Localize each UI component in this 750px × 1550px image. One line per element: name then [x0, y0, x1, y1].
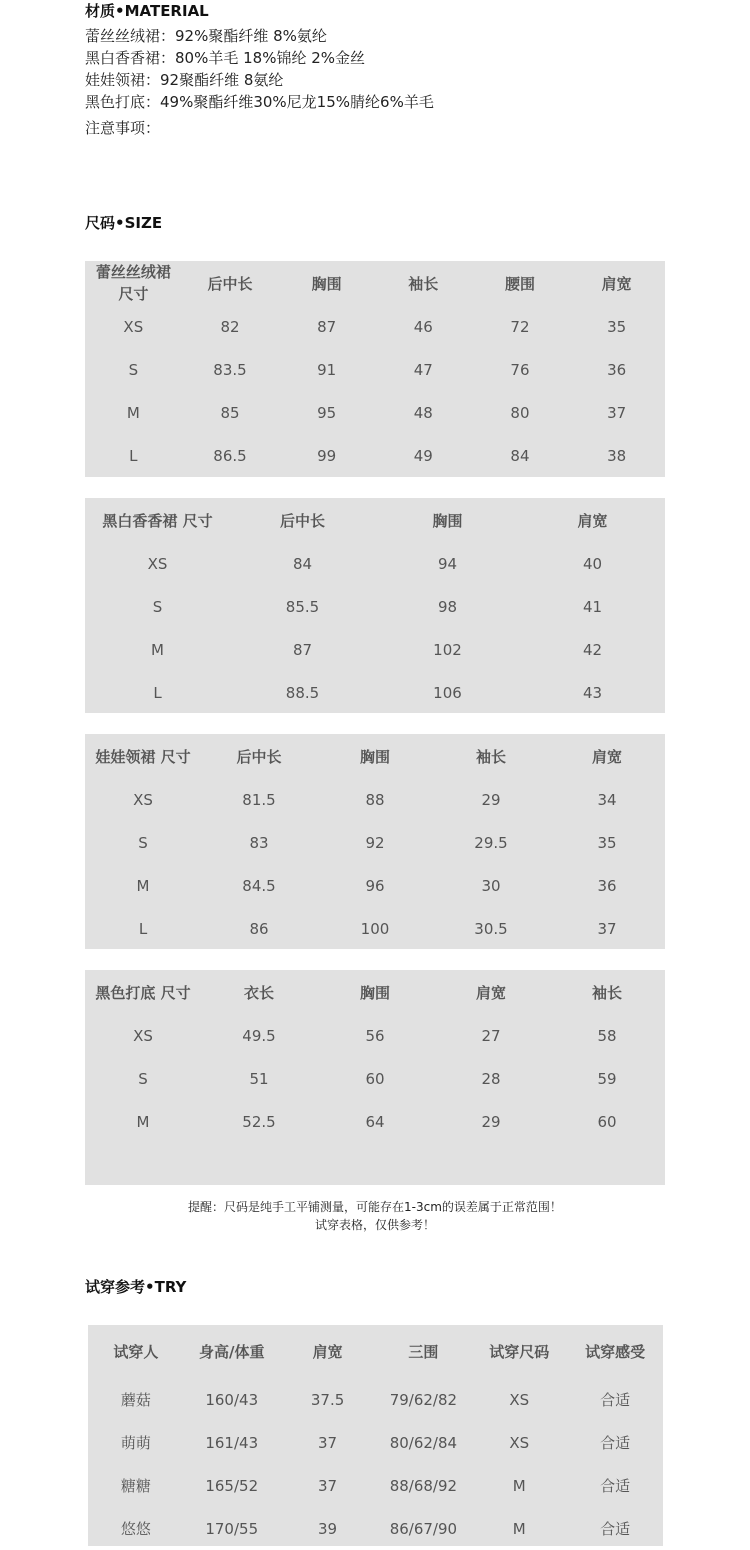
size-title: 尺码•SIZE — [85, 214, 163, 232]
table-cell: S — [138, 1069, 148, 1088]
table-header-cell: 袖长 — [591, 983, 622, 1002]
table-header-cell: 肩宽 — [475, 983, 506, 1002]
table-cell: 37 — [318, 1476, 338, 1495]
table-row — [85, 585, 665, 628]
table-cell: 99 — [317, 446, 337, 465]
table-cell: M — [136, 1112, 150, 1131]
table-row — [85, 391, 665, 434]
table-cell: 85 — [220, 403, 240, 422]
table-cell: XS — [147, 554, 168, 573]
size-table-lace-dress — [85, 261, 665, 477]
table-cell: 58 — [597, 1026, 617, 1045]
table-row — [88, 1507, 663, 1550]
material-notice: 注意事项： — [85, 119, 161, 137]
table-cell: XS — [509, 1390, 530, 1409]
table-cell: 51 — [249, 1069, 269, 1088]
table-cell: 86 — [249, 919, 269, 938]
table-cell: 92 — [365, 833, 385, 852]
table-cell: L — [138, 919, 148, 938]
table-cell: S — [138, 833, 148, 852]
table-cell: 悠悠 — [120, 1520, 151, 1538]
table-cell: 43 — [582, 683, 603, 702]
table-row — [88, 1378, 663, 1421]
table-cell: 72 — [510, 317, 530, 336]
table-header-cell: 蕾丝丝绒裙尺寸 — [95, 263, 171, 303]
table-row — [85, 907, 665, 950]
material-title: 材质•MATERIAL — [85, 2, 209, 20]
table-cell: 86/67/90 — [389, 1519, 458, 1538]
table-cell: XS — [123, 317, 144, 336]
table-cell: 106 — [433, 683, 462, 702]
table-header-cell: 娃娃领裙 尺寸 — [95, 747, 191, 766]
table-header-cell: 后中长 — [279, 511, 325, 530]
table-header-cell: 试穿感受 — [585, 1343, 646, 1361]
table-cell: 165/52 — [205, 1476, 259, 1495]
table-header-cell: 后中长 — [236, 747, 282, 766]
measurement-note: 提醒：尺码是纯手工平铺测量，可能存在1-3cm的误差属于正常范围！ — [188, 1200, 562, 1214]
table-header-cell: 三围 — [408, 1343, 439, 1361]
table-cell: 100 — [360, 919, 390, 938]
table-cell: 46 — [413, 317, 433, 336]
table-row — [85, 1100, 665, 1143]
table-cell: XS — [133, 1026, 153, 1045]
size-table-collar-dress — [85, 734, 665, 949]
reference-note: 试穿表格，仅供参考！ — [314, 1218, 435, 1232]
material-line-lace-dress: 蕾丝丝绒裙：92%聚酯纤维 8%氨纶 — [85, 27, 327, 45]
table-row — [85, 305, 665, 348]
table-cell: 85.5 — [285, 597, 320, 616]
table-cell: 86.5 — [213, 446, 247, 465]
size-table-black-base — [85, 970, 665, 1185]
table-header-cell: 身高/体重 — [199, 1343, 265, 1361]
table-cell: 49 — [413, 446, 433, 465]
table-cell: 合适 — [600, 1434, 631, 1452]
table-cell: 87 — [292, 640, 313, 659]
table-cell: 60 — [597, 1112, 617, 1131]
table-header-cell: 肩宽 — [577, 511, 608, 530]
table-cell: 42 — [582, 640, 603, 659]
table-cell: 糖糖 — [120, 1477, 151, 1495]
table-cell: 36 — [607, 360, 627, 379]
table-cell: 102 — [433, 640, 462, 659]
material-line-tweed-dress: 黑白香香裙：80%羊毛 18%锦纶 2%金丝 — [85, 49, 366, 67]
table-row — [85, 778, 665, 821]
table-row — [88, 1464, 663, 1507]
table-cell: 64 — [365, 1112, 385, 1131]
table-header-cell: 衣长 — [243, 983, 274, 1002]
table-cell: 合适 — [600, 1520, 631, 1538]
table-cell: 48 — [413, 403, 433, 422]
table-header-row — [85, 970, 665, 1014]
table-cell: 37 — [607, 403, 627, 422]
table-header-cell: 胸围 — [359, 747, 390, 766]
table-cell: 39 — [318, 1519, 338, 1538]
table-cell: M — [126, 403, 140, 422]
table-cell: 37 — [318, 1433, 338, 1452]
table-header-cell: 试穿尺码 — [489, 1343, 550, 1361]
table-cell: 87 — [317, 317, 337, 336]
table-cell: 98 — [437, 597, 458, 616]
table-cell: 84 — [510, 446, 530, 465]
table-cell: 76 — [510, 360, 530, 379]
table-row — [85, 864, 665, 907]
table-cell: 79/62/82 — [389, 1390, 458, 1409]
table-cell: XS — [509, 1433, 530, 1452]
table-cell: 29.5 — [474, 833, 508, 852]
table-header-cell: 胸围 — [432, 511, 463, 530]
table-cell: 88/68/92 — [389, 1476, 458, 1495]
table-cell: 96 — [365, 876, 385, 895]
table-cell: L — [153, 683, 162, 702]
table-cell: 81.5 — [242, 790, 276, 809]
table-cell: 83.5 — [213, 360, 247, 379]
table-cell: 37 — [597, 919, 617, 938]
table-cell: 蘑菇 — [120, 1391, 151, 1409]
table-header-row — [88, 1325, 663, 1378]
table-row — [85, 1057, 665, 1100]
table-cell: 82 — [220, 317, 240, 336]
table-header-row — [85, 498, 665, 542]
table-header-cell: 肩宽 — [312, 1343, 343, 1361]
table-cell: 49.5 — [242, 1026, 276, 1045]
table-row — [85, 628, 665, 671]
table-cell: 41 — [582, 597, 603, 616]
table-cell: 47 — [413, 360, 433, 379]
table-cell: 84 — [292, 554, 313, 573]
table-cell: 合适 — [600, 1391, 631, 1409]
table-cell: 35 — [607, 317, 627, 336]
try-on-table — [88, 1325, 663, 1546]
table-row — [85, 348, 665, 391]
table-cell: 95 — [317, 403, 337, 422]
table-cell: S — [152, 597, 163, 616]
table-cell: M — [136, 876, 150, 895]
size-table-tweed-dress — [85, 498, 665, 713]
table-cell: M — [512, 1476, 526, 1495]
try-title: 试穿参考•TRY — [85, 1278, 187, 1296]
table-cell: 60 — [365, 1069, 385, 1088]
table-row — [85, 671, 665, 714]
table-header-row — [85, 261, 665, 305]
table-cell: M — [512, 1519, 526, 1538]
table-cell: 38 — [607, 446, 627, 465]
table-cell: 30 — [481, 876, 501, 895]
table-header-cell: 袖长 — [408, 274, 439, 293]
table-cell: 160/43 — [205, 1390, 259, 1409]
table-cell: 34 — [597, 790, 617, 809]
table-header-cell: 后中长 — [207, 274, 253, 293]
table-header-cell: 袖长 — [475, 747, 506, 766]
table-cell: 37.5 — [310, 1390, 345, 1409]
table-cell: 30.5 — [474, 919, 508, 938]
table-row — [85, 434, 665, 477]
table-cell: 88 — [365, 790, 385, 809]
table-cell: 36 — [597, 876, 617, 895]
table-header-cell: 胸围 — [311, 274, 342, 293]
table-header-cell: 肩宽 — [591, 747, 622, 766]
table-header-cell: 黑白香香裙 尺寸 — [102, 511, 213, 530]
table-header-cell: 肩宽 — [601, 274, 632, 293]
table-cell: 83 — [249, 833, 269, 852]
table-header-cell: 试穿人 — [113, 1343, 159, 1361]
table-cell: M — [151, 640, 164, 659]
table-cell: 170/55 — [205, 1519, 259, 1538]
table-cell: 56 — [365, 1026, 385, 1045]
table-cell: 29 — [481, 790, 501, 809]
material-line-black-base: 黑色打底：49%聚酯纤维30%尼龙15%腈纶6%羊毛 — [85, 93, 434, 111]
table-row — [85, 542, 665, 585]
table-cell: 28 — [481, 1069, 501, 1088]
table-cell: 94 — [437, 554, 458, 573]
table-row — [88, 1421, 663, 1464]
table-row — [85, 1014, 665, 1057]
table-cell: 合适 — [600, 1477, 631, 1495]
table-cell: 88.5 — [285, 683, 320, 702]
table-cell: 80/62/84 — [389, 1433, 458, 1452]
table-cell: 161/43 — [205, 1433, 259, 1452]
table-cell: 84.5 — [242, 876, 276, 895]
table-cell: XS — [133, 790, 153, 809]
table-header-cell: 黑色打底 尺寸 — [95, 983, 191, 1002]
table-cell: 52.5 — [242, 1112, 276, 1131]
table-row — [85, 821, 665, 864]
table-cell: 35 — [597, 833, 617, 852]
table-cell: 萌萌 — [120, 1434, 151, 1452]
table-header-cell: 腰围 — [504, 274, 535, 293]
table-cell: S — [128, 360, 139, 379]
table-cell: 80 — [510, 403, 530, 422]
table-cell: 59 — [597, 1069, 617, 1088]
table-cell: L — [129, 446, 138, 465]
table-cell: 29 — [481, 1112, 501, 1131]
material-line-collar-dress: 娃娃领裙：92聚酯纤维 8氨纶 — [85, 71, 284, 89]
table-cell: 40 — [582, 554, 603, 573]
table-header-row — [85, 734, 665, 778]
table-header-cell: 胸围 — [359, 983, 390, 1002]
table-cell: 91 — [317, 360, 337, 379]
table-cell: 27 — [481, 1026, 501, 1045]
